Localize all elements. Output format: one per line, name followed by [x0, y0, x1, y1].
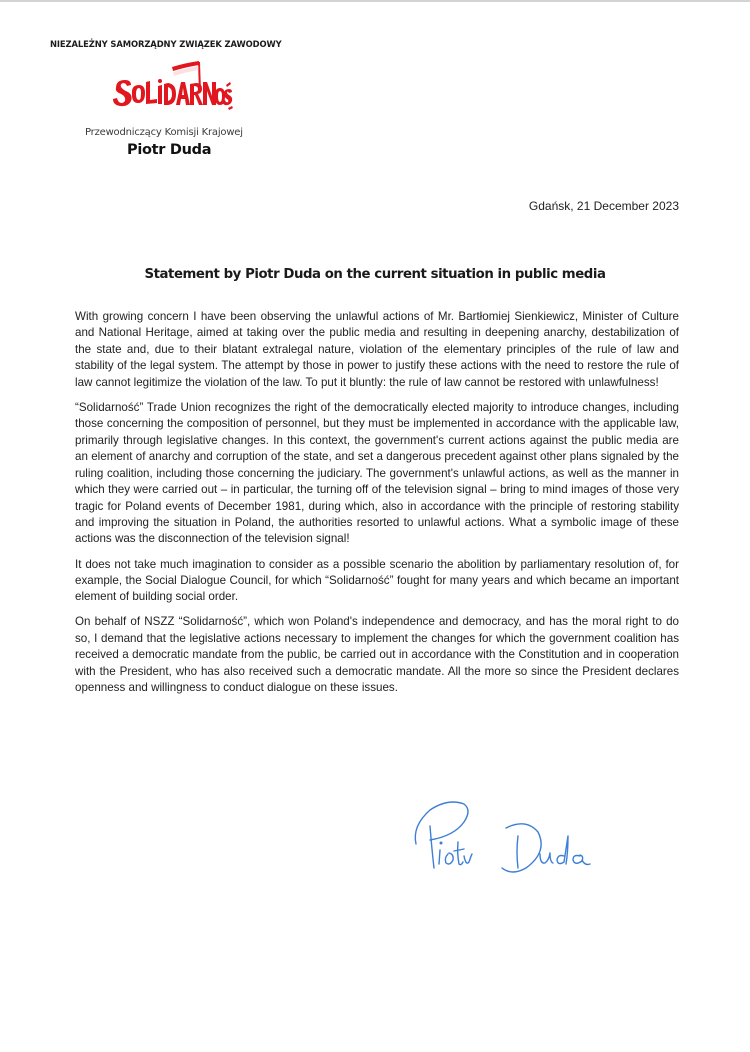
paragraph: “Solidarność” Trade Union recognizes the right of the democratically elected majority to introduce changes, including those concerning the composition of personnel, but they must be implemented in accordance with the applicable law, primarily through legislative changes. In this context, the government's current actions against the public media are an element of anarchy and corruption of the state, and set a dangerous precedent against other plans signaled by the ruling coalition, including those concerning the judiciary. The government's unlawful actions, as well as the manner in which they were carried out – in particular, the turning off of the television signal – bring to mind images of those very tragic for Poland events of December 1981, during which, also in accordance with the principle of restoring stability and improving the situation in Poland, the authorities resorted to unlawful actions. What a symbolic image of these actions was the disconnection of the television signal! — [75, 400, 679, 546]
organization-name: NIEZALEŻNY SAMORZĄDNY ZWIĄZEK ZAWODOWY — [50, 39, 282, 49]
chair-name: Piotr Duda — [127, 142, 212, 158]
chair-title: Przewodniczący Komisji Krajowej — [85, 127, 243, 138]
paragraph: With growing concern I have been observing the unlawful actions of Mr. Bartłomiej Sienkiewicz, Minister of Culture and National Heritage, aimed at taking over the public media and resulting in deepening anarchy, destabilization of the state and, due to their blatant extralegal nature, violation of the elementary principles of the rule of law and stability of the legal system. The attempt by those in power to justify these actions with the need to restore the rule of law cannot legitimize the violation of the law. To put it bluntly: the rule of law cannot be restored with unlawfulness! — [75, 310, 679, 389]
paragraph: On behalf of NSZZ “Solidarność”, which won Poland's independence and democracy, and has the moral right to do so, I demand that the legislative actions necessary to implement the changes for which the government coalition has received a democratic mandate from the public, be carried out in accordance with the Constitution and in cooperation with the President, who has also received such a democratic mandate. All the more so since the President declares openness and willingness to conduct dialogue on these issues. — [75, 615, 679, 695]
page-top-border — [0, 0, 750, 2]
document-title: Statement by Piotr Duda on the current situation in public media — [144, 267, 606, 282]
statement-body — [75, 309, 679, 705]
handwritten-signature-icon — [408, 796, 628, 876]
place-date: Gdańsk, 21 December 2023 — [528, 199, 679, 213]
paragraph: It does not take much imagination to consider as a possible scenario the abolition by parliamentary resolution of, for example, the Social Dialogue Council, for which “Solidarność” fought for many years and which became an important element of building social order. — [75, 557, 679, 604]
solidarnosc-logo-icon — [110, 58, 234, 118]
